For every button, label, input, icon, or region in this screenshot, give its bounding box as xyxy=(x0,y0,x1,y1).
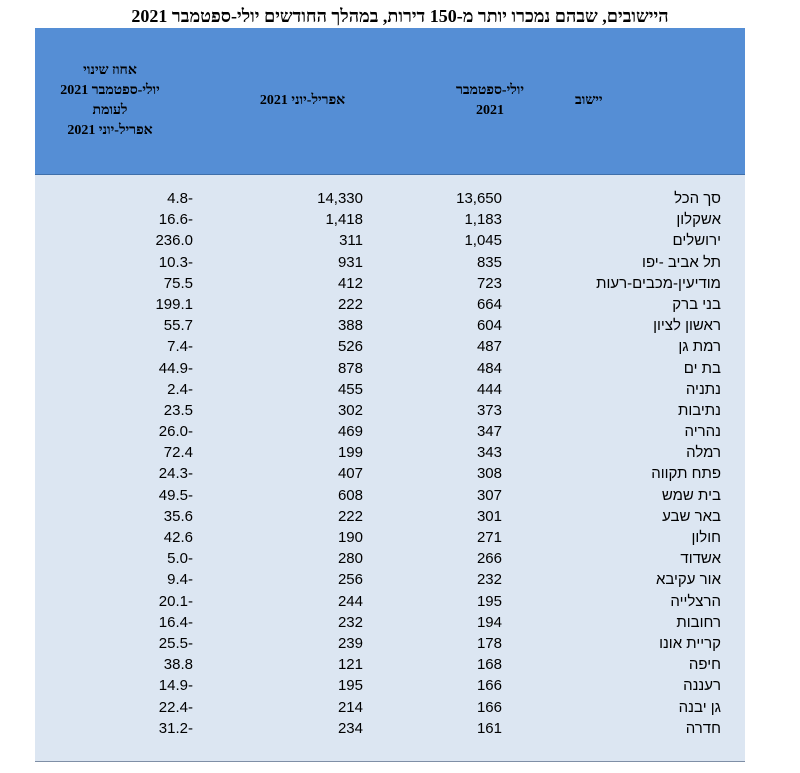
cell-change: 44.9- xyxy=(158,359,193,377)
cell-change: 199.1 xyxy=(155,295,193,313)
cell-change: 23.5 xyxy=(163,401,193,419)
cell-apr-jun: 199 xyxy=(337,444,363,462)
header-city: יישוב xyxy=(575,93,603,108)
cell-jul-sep: 308 xyxy=(476,465,502,483)
cell-jul-sep: 166 xyxy=(476,698,502,716)
table-row xyxy=(35,379,745,400)
table-row xyxy=(35,548,745,569)
cell-city: חדרה xyxy=(685,719,721,737)
cell-apr-jun: 302 xyxy=(337,401,363,419)
cell-change: 16.4- xyxy=(158,613,193,631)
table-row xyxy=(35,675,745,696)
cell-apr-jun: 311 xyxy=(339,232,363,250)
cell-jul-sep: 232 xyxy=(476,571,502,589)
cell-jul-sep: 723 xyxy=(476,274,502,292)
table-row xyxy=(35,336,745,357)
cell-jul-sep: 178 xyxy=(476,634,502,652)
cell-change: 7.4- xyxy=(167,338,193,356)
cell-city: ירושלים xyxy=(672,232,721,250)
cell-change: 22.4- xyxy=(158,698,193,716)
cell-apr-jun: 455 xyxy=(337,380,363,398)
cell-change: 9.4- xyxy=(167,571,193,589)
cell-apr-jun: 244 xyxy=(337,592,363,610)
cell-city: נתניה xyxy=(685,380,721,398)
cell-change: 4.8- xyxy=(167,190,193,207)
cell-apr-jun: 234 xyxy=(337,719,363,737)
cell-apr-jun: 526 xyxy=(337,338,363,356)
cell-apr-jun: 239 xyxy=(337,634,363,652)
table-row xyxy=(35,569,745,590)
cell-apr-jun: 280 xyxy=(337,550,363,568)
cell-jul-sep: 604 xyxy=(476,317,502,335)
cell-city: אור עקיבא xyxy=(655,571,721,589)
table-row xyxy=(35,697,745,718)
header-change: אחוז שינוי יולי-ספטמבר 2021 לעומת אפריל-יוני 2021 xyxy=(60,63,160,138)
cell-city: ראשון לציון xyxy=(653,317,721,335)
cell-city: רעננה xyxy=(683,677,721,695)
cell-apr-jun: 931 xyxy=(337,253,363,271)
table-row xyxy=(35,273,745,294)
table-body xyxy=(35,188,745,739)
cell-city: בת ים xyxy=(683,359,721,377)
cell-change: 236.0 xyxy=(155,232,193,250)
header-jul-sep: יולי-ספטמבר 2021 xyxy=(455,83,525,118)
cell-jul-sep: 161 xyxy=(476,719,502,737)
cell-change: 49.5- xyxy=(158,486,193,504)
table-row xyxy=(35,294,745,315)
cell-city: בית שמש xyxy=(661,486,721,504)
cell-apr-jun: 14,330 xyxy=(317,190,363,207)
cell-apr-jun: 388 xyxy=(337,317,363,335)
cell-apr-jun: 256 xyxy=(337,571,363,589)
cell-jul-sep: 343 xyxy=(476,444,502,462)
cell-apr-jun: 195 xyxy=(337,677,363,695)
table-row xyxy=(35,612,745,633)
cell-city: סך הכל xyxy=(674,190,721,207)
table-row xyxy=(35,252,745,273)
cell-jul-sep: 307 xyxy=(476,486,502,504)
cell-change: 10.3- xyxy=(158,253,193,271)
cell-change: 2.4- xyxy=(167,380,193,398)
cell-city: רמלה xyxy=(686,444,721,462)
cell-change: 42.6 xyxy=(163,529,193,546)
table-row xyxy=(35,718,745,739)
table-header xyxy=(35,28,745,175)
cell-city: מודיעין-מכבים-רעות xyxy=(596,274,721,292)
table-row xyxy=(35,400,745,421)
cell-city: פתח תקווה xyxy=(651,465,721,483)
cell-jul-sep: 166 xyxy=(476,677,502,695)
table-title: היישובים, שבהם נמכרו יותר מ-150 דירות, במהלך החודשים יולי-ספטמבר 2021 xyxy=(131,6,669,26)
cell-apr-jun: 121 xyxy=(337,656,363,674)
table-row xyxy=(35,315,745,336)
cell-apr-jun: 878 xyxy=(337,359,363,377)
cell-change: 24.3- xyxy=(158,465,193,483)
table-row xyxy=(35,506,745,527)
table-row xyxy=(35,591,745,612)
cell-change: 5.0- xyxy=(167,550,193,568)
cell-city: רחובות xyxy=(676,613,721,631)
cell-jul-sep: 271 xyxy=(476,529,502,546)
cell-city: בני ברק xyxy=(672,295,721,313)
cell-jul-sep: 444 xyxy=(476,380,502,398)
table-row xyxy=(35,633,745,654)
cell-change: 31.2- xyxy=(158,719,193,737)
table-row xyxy=(35,421,745,442)
cell-jul-sep: 484 xyxy=(476,359,502,377)
cell-city: נהריה xyxy=(684,423,721,441)
cell-apr-jun: 608 xyxy=(337,486,363,504)
cell-city: אשדוד xyxy=(680,550,721,568)
cell-change: 25.5- xyxy=(158,634,193,652)
cell-apr-jun: 407 xyxy=(337,465,363,483)
table-row xyxy=(35,654,745,675)
cell-city: חולון xyxy=(691,529,721,546)
table-row xyxy=(35,188,745,209)
cell-jul-sep: 168 xyxy=(476,656,502,674)
cell-jul-sep: 194 xyxy=(476,613,502,631)
cell-change: 26.0- xyxy=(158,423,193,441)
cell-apr-jun: 1,418 xyxy=(325,211,363,229)
cell-apr-jun: 190 xyxy=(337,529,363,546)
cell-apr-jun: 222 xyxy=(337,295,363,313)
table-row xyxy=(35,358,745,379)
table-row xyxy=(35,463,745,484)
cell-change: 38.8 xyxy=(163,656,193,674)
cell-city: גן יבנה xyxy=(678,698,721,716)
table-row xyxy=(35,527,745,548)
sales-table xyxy=(35,28,745,762)
cell-change: 75.5 xyxy=(163,274,193,292)
cell-city: תל אביב -יפו xyxy=(642,253,721,271)
cell-jul-sep: 1,045 xyxy=(464,232,502,250)
cell-apr-jun: 469 xyxy=(337,423,363,441)
cell-city: באר שבע xyxy=(662,507,721,525)
cell-change: 72.4 xyxy=(163,444,193,462)
cell-jul-sep: 195 xyxy=(476,592,502,610)
cell-jul-sep: 835 xyxy=(476,253,502,271)
table-row xyxy=(35,230,745,251)
cell-jul-sep: 301 xyxy=(476,507,502,525)
cell-city: חיפה xyxy=(688,656,721,674)
cell-city: קריית אונו xyxy=(659,634,721,652)
table-row xyxy=(35,442,745,463)
cell-jul-sep: 1,183 xyxy=(464,211,502,229)
cell-city: רמת גן xyxy=(678,338,721,356)
cell-change: 20.1- xyxy=(158,592,193,610)
cell-city: נתיבות xyxy=(677,401,721,419)
cell-jul-sep: 664 xyxy=(476,295,502,313)
cell-apr-jun: 214 xyxy=(337,698,363,716)
cell-change: 16.6- xyxy=(158,211,193,229)
table-row xyxy=(35,209,745,230)
cell-change: 14.9- xyxy=(158,677,193,695)
header-apr-jun: אפריל-יוני 2021 xyxy=(259,93,346,108)
cell-jul-sep: 13,650 xyxy=(456,190,502,207)
cell-apr-jun: 222 xyxy=(337,507,363,525)
cell-jul-sep: 266 xyxy=(476,550,502,568)
table-row xyxy=(35,485,745,506)
cell-jul-sep: 373 xyxy=(476,401,502,419)
cell-city: הרצלייה xyxy=(670,592,721,610)
cell-apr-jun: 412 xyxy=(337,274,363,292)
cell-jul-sep: 487 xyxy=(476,338,502,356)
cell-apr-jun: 232 xyxy=(337,613,363,631)
cell-change: 55.7 xyxy=(163,317,193,335)
cell-jul-sep: 347 xyxy=(476,423,502,441)
cell-city: אשקלון xyxy=(676,211,721,229)
cell-change: 35.6 xyxy=(163,507,193,525)
